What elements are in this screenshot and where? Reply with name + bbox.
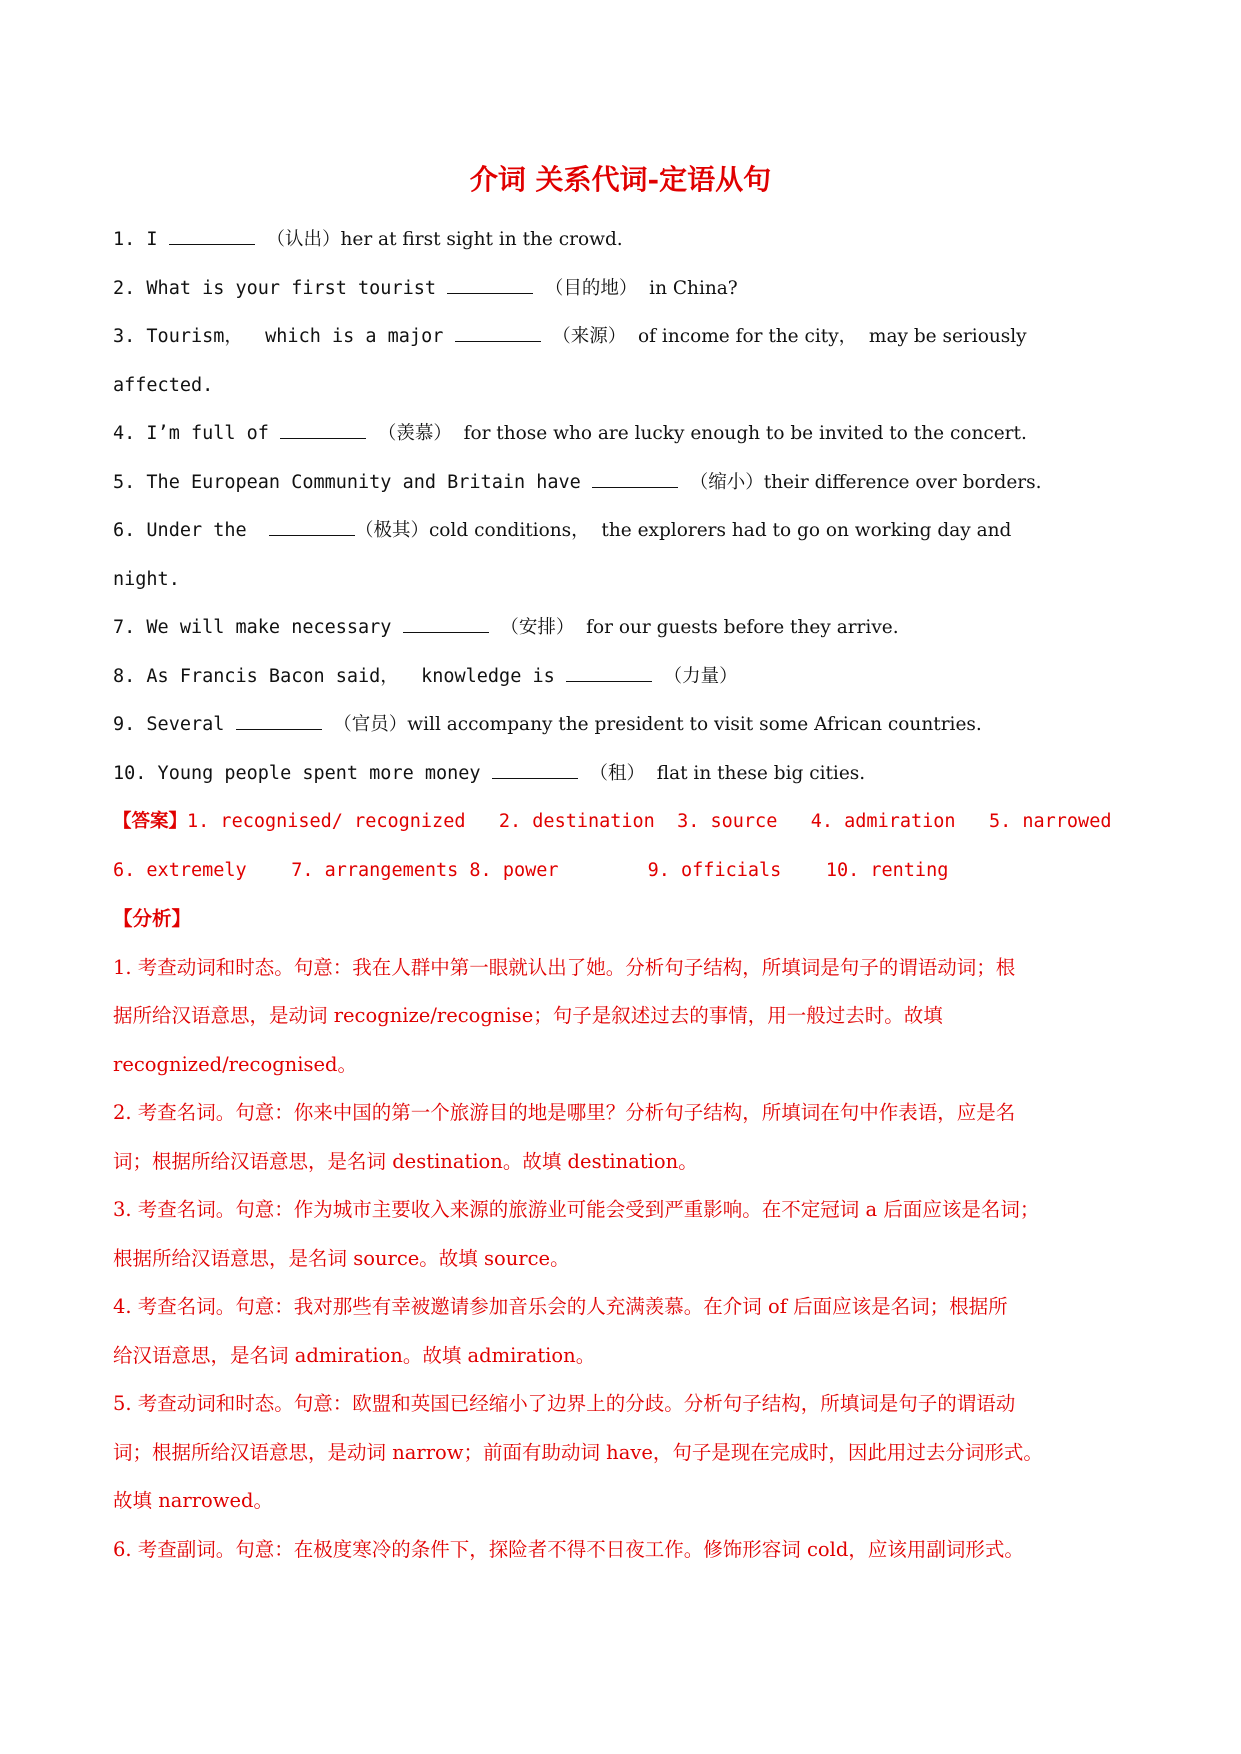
answer-blank (592, 469, 678, 488)
question-text: （来源） of income for the city， may be seriously (540, 326, 1027, 347)
answer-blank (236, 711, 322, 730)
analysis-line: 2. 考查名词。句意：你来中国的第一个旅游目的地是哪里？分析句子结构，所填词在句中作表语，应是名 (113, 1101, 1016, 1124)
question-text: 3. Tourism， which is a major (113, 326, 455, 347)
analysis-line: 4. 考查名词。句意：我对那些有幸被邀请参加音乐会的人充满羡慕。在介词 of 后面应该是名词；根据所 (113, 1295, 1008, 1318)
question-text: （羡慕） for those who are lucky enough to be invited to the concert. (366, 423, 1027, 444)
question-text: 4. I’m full of (113, 423, 281, 444)
analysis-line: 词；根据所给汉语意思，是名词 destination。故填 destination。 (113, 1150, 698, 1173)
analysis-line: 3. 考查名词。句意：作为城市主要收入来源的旅游业可能会受到严重影响。在不定冠词 a 后面应该是名词； (113, 1198, 1040, 1221)
analysis-line: 故填 narrowed。 (113, 1489, 273, 1512)
question-text: 10. Young people spent more money (113, 763, 492, 784)
analysis-line: 词；根据所给汉语意思，是动词 narrow；前面有助动词 have，句子是现在完成时，因此用过去分词形式。 (113, 1441, 1043, 1464)
question-3-continued: affected. (113, 375, 214, 396)
question-text: 6. Under the (113, 520, 269, 541)
answer-line-2: 6. extremely 7. arrangements 8. power 9. officials 10. renting (113, 860, 949, 881)
question-text: （极其）cold conditions， the explorers had to go on working day and (354, 520, 1012, 541)
question-text: 2. What is your first tourist (113, 278, 448, 299)
question-10 (113, 759, 1133, 789)
question-text: 1. I (113, 229, 169, 250)
question-3 (113, 322, 1133, 352)
analysis-line: 6. 考查副词。句意：在极度寒冷的条件下，探险者不得不日夜工作。修饰形容词 cold，应该用副词形式。 (113, 1538, 1024, 1561)
question-text: （官员）will accompany the president to visit some African countries. (321, 714, 982, 735)
answer-blank (447, 275, 533, 294)
question-text: （租） flat in these big cities. (577, 763, 866, 784)
analysis-line: recognized/recognised。 (113, 1053, 357, 1076)
answer-blank (403, 614, 489, 633)
page-title: 介词 关系代词-定语从句 (469, 163, 772, 196)
question-6-continued: night. (113, 569, 180, 590)
answer-blank (169, 226, 255, 245)
question-text: 8. As Francis Bacon said， knowledge is (113, 666, 566, 687)
analysis-line: 5. 考查动词和时态。句意：欧盟和英国已经缩小了边界上的分歧。分析句子结构，所填词是句子的谓语动 (113, 1392, 1016, 1415)
analysis-line: 根据所给汉语意思，是名词 source。故填 source。 (113, 1247, 570, 1270)
answer-text: 1. recognised/ recognized 2. destination 3. source 4. admiration 5. narrowed (187, 811, 1112, 832)
question-text: （力量） (651, 666, 738, 687)
analysis-line: 给汉语意思，是名词 admiration。故填 admiration。 (113, 1344, 596, 1367)
answer-blank (492, 760, 578, 779)
answer-blank (455, 323, 541, 342)
question-text: （缩小）their difference over borders. (677, 472, 1042, 493)
question-text: （目的地） in China? (533, 278, 738, 299)
question-text: 5. The European Community and Britain have (113, 472, 592, 493)
answer-blank (280, 420, 366, 439)
answer-blank (269, 517, 355, 536)
question-text: （认出）her at first sight in the crowd. (254, 229, 623, 250)
question-text: （安排） for our guests before they arrive. (488, 617, 899, 638)
analysis-line: 1. 考查动词和时态。句意：我在人群中第一眼就认出了她。分析句子结构，所填词是句子的谓语动词；根 (113, 956, 1016, 979)
analysis-tag: 【分析】 (113, 907, 192, 930)
question-text: 7. We will make necessary (113, 617, 403, 638)
question-6 (113, 516, 1133, 546)
answer-blank (566, 663, 652, 682)
question-2 (113, 274, 1133, 304)
question-1 (113, 225, 1133, 255)
question-4 (113, 419, 1133, 449)
analysis-line: 据所给汉语意思，是动词 recognize/recognise；句子是叙述过去的事情，用一般过去时。故填 (113, 1004, 943, 1027)
question-9 (113, 710, 1133, 740)
question-8 (113, 662, 1133, 692)
answer-tag: 【答案】 (113, 811, 188, 832)
question-5 (113, 468, 1133, 498)
answer-line-1 (113, 807, 1133, 837)
question-7 (113, 613, 1133, 643)
question-text: 9. Several (113, 714, 236, 735)
